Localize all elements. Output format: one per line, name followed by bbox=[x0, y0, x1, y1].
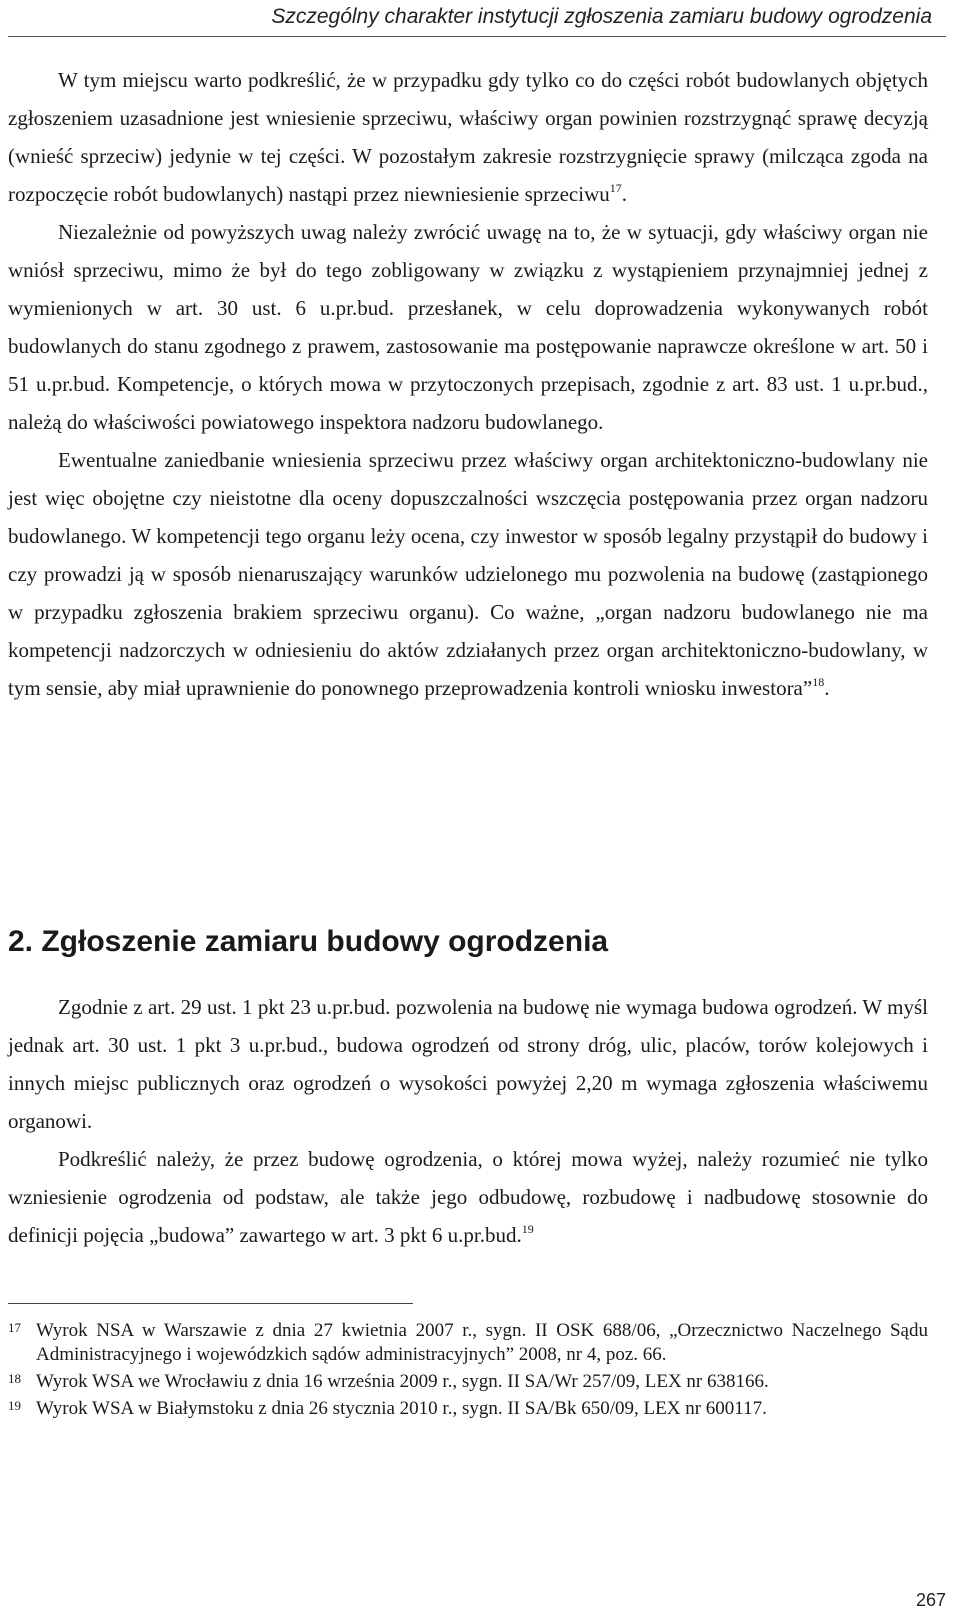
paragraph bbox=[8, 213, 928, 441]
footnote-text: Wyrok NSA w Warszawie z dnia 27 kwietnia 2007 r., sygn. II OSK 688/06, „Orzecznictwo Naczelnego Sądu Administracyjnego i wojewódzkich sądów administracyjnych” 2008, nr 4, poz. 66. bbox=[36, 1320, 928, 1365]
footnote bbox=[8, 1370, 928, 1394]
paragraph bbox=[8, 441, 928, 707]
paragraph-text: Ewentualne zaniedbanie wniesienia sprzeciwu przez właściwy organ architektoniczno-budowlany nie jest więc obojętne czy nieistotne dla oceny dopuszczalności wszczęcia postępowania przez organ nadzoru budowlanego. W kompetencji tego organu leży ocena, czy inwestor w sposób legalny przystąpił do budowy i czy prowadzi ją w sposób nienaruszający warunków udzielonego mu pozwolenia na budowę (zastąpionego w przypadku zgłoszenia brakiem sprzeciwu organu). Co ważne, „organ nadzoru budowlanego nie ma kompetencji nadzorczych w odniesieniu do aktów zdziałanych przez organ architektoniczno-budowlany, w tym sensie, aby miał uprawnienie do ponownego przeprowadzenia kontroli wniosku inwestora” bbox=[8, 448, 928, 700]
paragraph bbox=[8, 61, 928, 213]
section-2-body bbox=[8, 988, 928, 1254]
section-1-body bbox=[8, 61, 928, 707]
footnote bbox=[8, 1319, 928, 1367]
footnote-number: 17 bbox=[8, 1320, 21, 1335]
footnote-text: Wyrok WSA we Wrocławiu z dnia 16 września 2009 r., sygn. II SA/Wr 257/09, LEX nr 638166. bbox=[36, 1371, 769, 1392]
footnote bbox=[8, 1397, 928, 1421]
paragraph-text: W tym miejscu warto podkreślić, że w przypadku gdy tylko co do części robót budowlanych objętych zgłoszeniem uzasadnione jest wniesienie sprzeciwu, właściwy organ powinien rozstrzygnąć sprawę decyzją (wnieść sprzeciw) jedynie w tej części. W pozostałym zakresie rozstrzygnięcie sprawy (milcząca zgoda na rozpoczęcie robót budowlanych) nastąpi przez niewniesienie sprzeciwu bbox=[8, 68, 928, 206]
footnotes bbox=[8, 1319, 928, 1424]
section-heading: 2. Zgłoszenie zamiaru budowy ogrodzenia bbox=[8, 925, 609, 958]
header-rule bbox=[8, 36, 946, 37]
running-header: Szczególny charakter instytucji zgłoszenia zamiaru budowy ogrodzenia bbox=[271, 5, 932, 28]
footnote-number: 18 bbox=[8, 1371, 21, 1386]
footnote-ref: 17 bbox=[609, 181, 622, 195]
paragraph bbox=[8, 988, 928, 1140]
footnote-ref: 18 bbox=[812, 675, 825, 689]
footnote-rule bbox=[8, 1303, 413, 1304]
footnote-text: Wyrok WSA w Białymstoku z dnia 26 stycznia 2010 r., sygn. II SA/Bk 650/09, LEX nr 600117. bbox=[36, 1398, 767, 1419]
paragraph-text: Podkreślić należy, że przez budowę ogrodzenia, o której mowa wyżej, należy rozumieć nie tylko wzniesienie ogrodzenia od podstaw, ale także jego odbudowę, rozbudowę i nadbudowę stosownie do definicji pojęcia „budowa” zawartego w art. 3 pkt 6 u.pr.bud. bbox=[8, 1147, 928, 1247]
paragraph-tail: . bbox=[824, 676, 830, 700]
footnote-number: 19 bbox=[8, 1398, 21, 1413]
page-number: 267 bbox=[915, 1590, 946, 1610]
paragraph-text: Niezależnie od powyższych uwag należy zwrócić uwagę na to, że w sytuacji, gdy właściwy organ nie wniósł sprzeciwu, mimo że był do tego zobligowany w związku z wystąpieniem przynajmniej jednej z wymienionych w art. 30 ust. 6 u.pr.bud. przesłanek, w celu doprowadzenia wykonywanych robót budowlanych do stanu zgodnego z prawem, zastosowanie ma postępowanie naprawcze określone w art. 50 i 51 u.pr.bud. Kompetencje, o których mowa w przytoczonych przepisach, zgodnie z art. 83 ust. 1 u.pr.bud., należą do właściwości powiatowego inspektora nadzoru budowlanego. bbox=[8, 220, 928, 434]
paragraph-tail: . bbox=[621, 182, 627, 206]
paragraph bbox=[8, 1140, 928, 1254]
footnote-ref: 19 bbox=[521, 1222, 534, 1236]
paragraph-text: Zgodnie z art. 29 ust. 1 pkt 23 u.pr.bud. pozwolenia na budowę nie wymaga budowa ogrodzeń. W myśl jednak art. 30 ust. 1 pkt 3 u.pr.bud., budowa ogrodzeń od strony dróg, ulic, placów, torów kolejowych i innych miejsc publicznych oraz ogrodzeń o wysokości powyżej 2,20 m wymaga zgłoszenia właściwemu organowi. bbox=[8, 995, 928, 1133]
